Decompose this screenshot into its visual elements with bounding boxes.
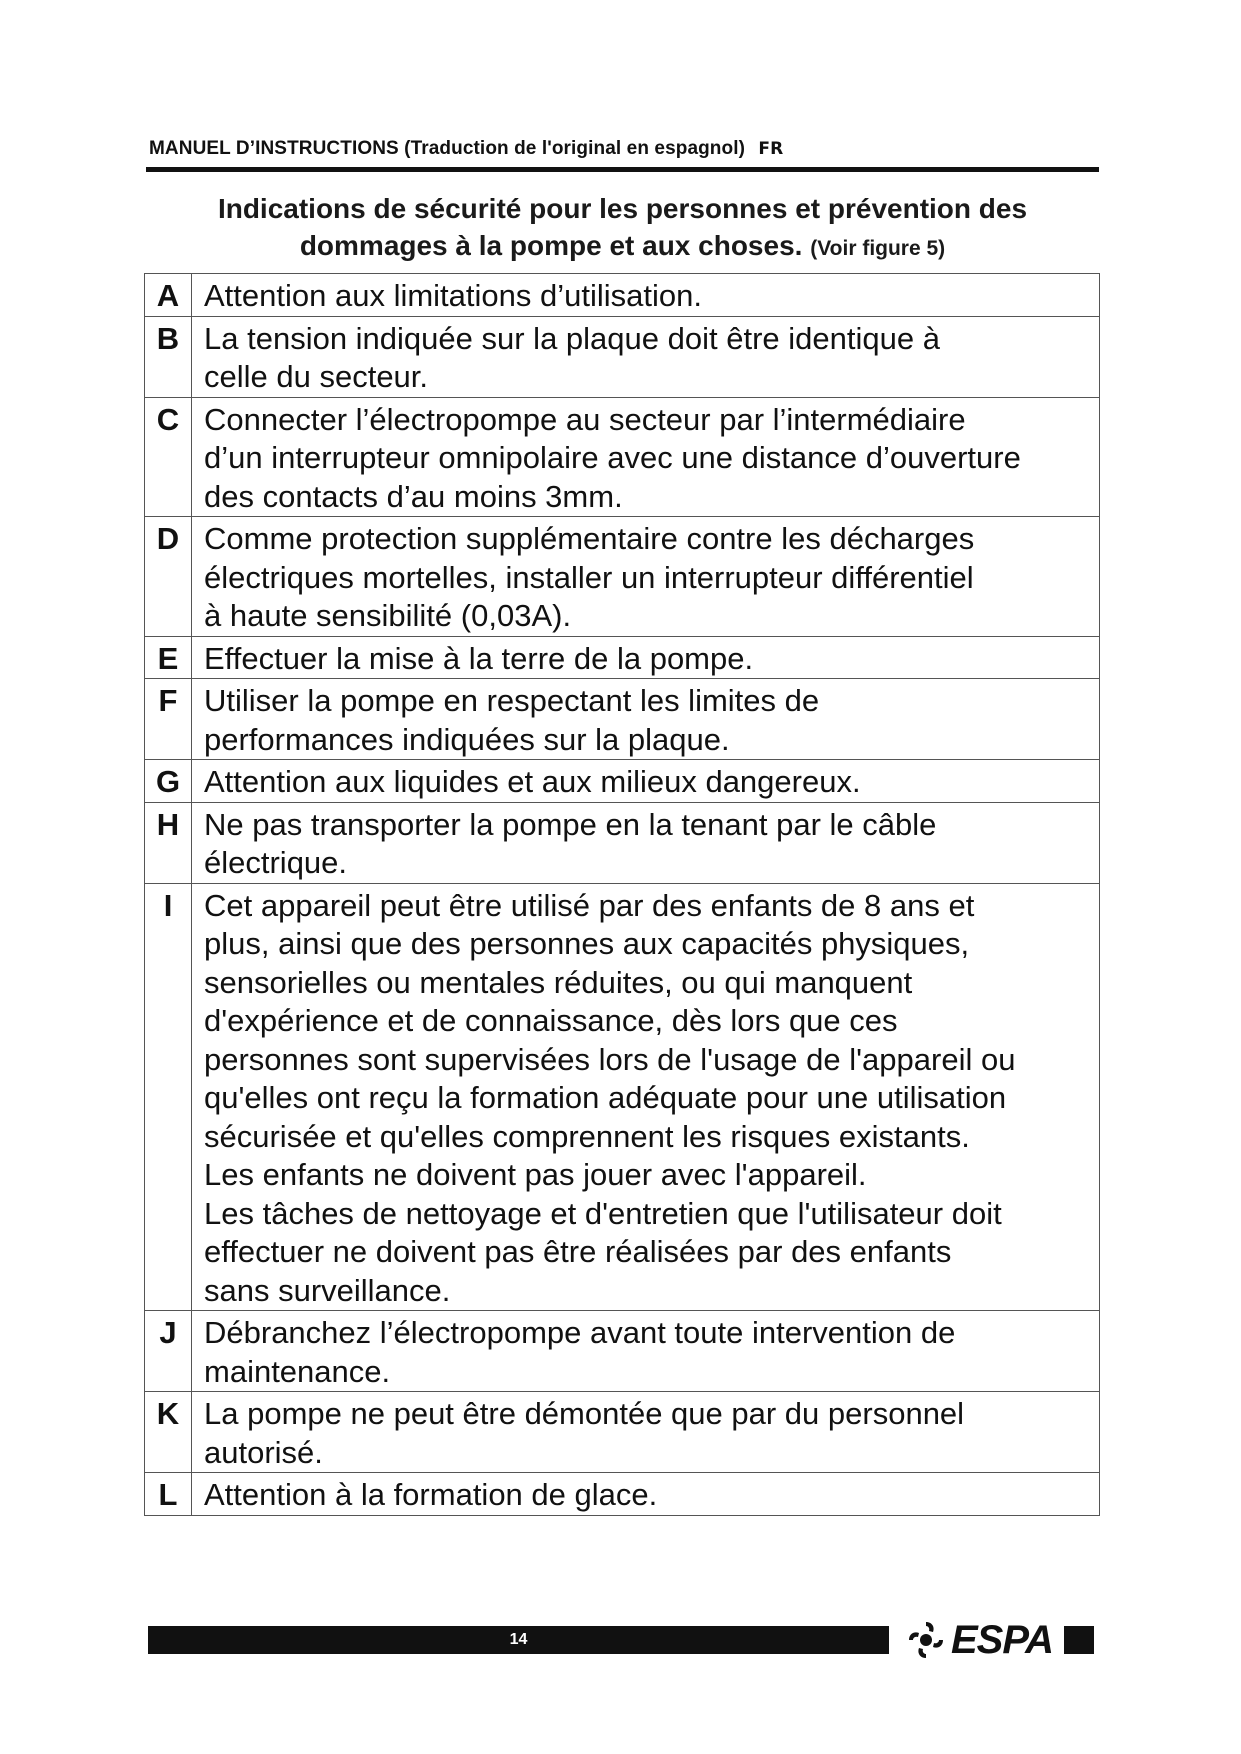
section-title-line2 [146,227,1099,267]
header-rule [146,167,1099,172]
row-text [192,802,1100,883]
brand-logo [905,1615,1053,1665]
row-text [192,517,1100,637]
table-row [145,679,1100,760]
row-text-line: Attention aux liquides et aux milieux dangereux. [204,764,861,799]
row-text-line: des contacts d’au moins 3mm. [204,478,623,514]
footer-square [1064,1626,1094,1654]
table-row [145,1473,1100,1516]
page-number: 14 [509,1631,528,1648]
row-text-line: Les tâches de nettoyage et d'entretien que l'utilisateur doit [204,1195,1002,1231]
table-row [145,274,1100,317]
row-letter: L [145,1473,192,1516]
table-row [145,802,1100,883]
row-text [192,316,1100,397]
row-letter: E [145,636,192,679]
row-text [192,1392,1100,1473]
row-text-line: autorisé. [204,1434,323,1470]
row-text-line: Comme protection supplémentaire contre les décharges [204,521,975,556]
row-letter: H [145,802,192,883]
row-text-line: personnes sont supervisées lors de l'usage de l'appareil ou [204,1041,1016,1077]
row-text-line: Connecter l’électropompe au secteur par l’intermédiaire [204,401,966,437]
table-row [145,316,1100,397]
row-text-line: celle du secteur. [204,359,429,394]
row-text [192,1473,1100,1516]
row-text [192,274,1100,317]
row-text-line: Utiliser la pompe en respectant les limites de [204,683,820,718]
row-text [192,679,1100,760]
section-title [146,190,1099,267]
safety-table [144,273,1100,1516]
row-text-line: sécurisée et qu'elles comprennent les risques existants. [204,1118,970,1154]
table-row [145,517,1100,637]
row-letter: A [145,274,192,317]
safety-table-body [145,274,1100,1516]
espa-logo-icon [905,1618,947,1662]
row-text-line: sans surveillance. [204,1272,451,1308]
table-row [145,1311,1100,1392]
document-header [149,138,1098,160]
row-text-line: La pompe ne peut être démontée que par du personnel [204,1396,965,1431]
row-text-line: plus, ainsi que des personnes aux capacités physiques, [204,926,970,961]
table-row [145,636,1100,679]
row-text-line: d'expérience et de connaissance, dès lors que ces [204,1003,898,1038]
section-title-line1: Indications de sécurité pour les personnes et prévention des [217,193,1028,224]
row-letter: I [145,883,192,1311]
language-code: FR [758,139,784,159]
row-letter: C [145,397,192,517]
header-title: MANUEL D’INSTRUCTIONS (Traduction de l'original en espagnol) [149,138,746,159]
row-text-line: La tension indiquée sur la plaque doit être identique à [204,320,940,356]
row-text [192,883,1100,1311]
row-letter: K [145,1392,192,1473]
row-text-line: Les enfants ne doivent pas jouer avec l'appareil. [204,1157,867,1192]
row-letter: F [145,679,192,760]
row-letter: J [145,1311,192,1392]
row-text-line: performances indiquées sur la plaque. [204,721,730,757]
brand-name: ESPA [951,1617,1053,1662]
row-text-line: maintenance. [204,1353,391,1389]
row-text-line: Débranchez l’électropompe avant toute intervention de [204,1315,956,1350]
section-title-line2-text: dommages à la pompe et aux choses. [299,230,803,261]
table-row [145,1392,1100,1473]
row-text-line: Attention à la formation de glace. [204,1477,658,1512]
row-text-line: à haute sensibilité (0,03A). [204,598,572,633]
row-letter: G [145,760,192,803]
row-text-line: qu'elles ont reçu la formation adéquate pour une utilisation [204,1080,1007,1115]
table-row [145,397,1100,517]
row-text-line: sensorielles ou mentales réduites, ou qui manquent [204,964,913,1000]
row-text-line: Effectuer la mise à la terre de la pompe. [204,640,754,676]
row-text-line: Cet appareil peut être utilisé par des enfants de 8 ans et [204,887,975,923]
row-text [192,1311,1100,1392]
row-letter: D [145,517,192,637]
row-text [192,397,1100,517]
row-text-line: Ne pas transporter la pompe en la tenant par le câble [204,806,937,842]
row-text [192,760,1100,803]
table-row [145,760,1100,803]
row-text-line: d’un interrupteur omnipolaire avec une distance d’ouverture [204,440,1021,475]
row-text [192,636,1100,679]
row-text-line: effectuer ne doivent pas être réalisées par des enfants [204,1234,952,1269]
row-text-line: électrique. [204,845,348,880]
figure-reference: (Voir figure 5) [810,237,946,260]
row-text-line: Attention aux limitations d’utilisation. [204,278,702,313]
row-letter: B [145,316,192,397]
row-text-line: électriques mortelles, installer un interrupteur différentiel [204,559,974,595]
table-row [145,883,1100,1311]
